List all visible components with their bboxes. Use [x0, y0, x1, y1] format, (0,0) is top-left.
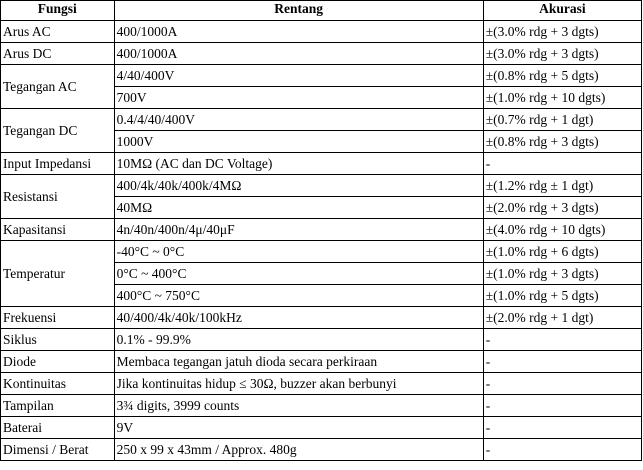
- rentang-cell: 0.4/4/40/400V: [114, 109, 483, 131]
- table-row: [1, 153, 642, 175]
- akurasi-cell: ±(3.0% rdg + 3 dgts): [483, 43, 641, 65]
- akurasi-cell: ±(1.0% rdg + 6 dgts): [483, 241, 641, 263]
- header-akurasi: Akurasi: [483, 1, 641, 21]
- rentang-cell: 400/4k/40k/400k/4MΩ: [114, 175, 483, 197]
- fungsi-cell: Diode: [1, 351, 115, 373]
- rentang-cell: 400°C ~ 750°C: [114, 285, 483, 307]
- rentang-cell: 3¾ digits, 3999 counts: [114, 395, 483, 417]
- fungsi-cell: Dimensi / Berat: [1, 439, 115, 461]
- akurasi-cell: ±(2.0% rdg + 3 dgts): [483, 197, 641, 219]
- akurasi-cell: -: [483, 373, 641, 395]
- rentang-cell: Jika kontinuitas hidup ≤ 30Ω, buzzer akan berbunyi: [114, 373, 483, 395]
- akurasi-cell: ±(3.0% rdg + 3 dgts): [483, 21, 641, 43]
- table-row: [1, 373, 642, 395]
- fungsi-cell: Kapasitansi: [1, 219, 115, 241]
- rentang-cell: 0.1% - 99.9%: [114, 329, 483, 351]
- fungsi-cell: Kontinuitas: [1, 373, 115, 395]
- rentang-cell: 4n/40n/400n/4μ/40μF: [114, 219, 483, 241]
- rentang-cell: 0°C ~ 400°C: [114, 263, 483, 285]
- table-row: [1, 43, 642, 65]
- rentang-cell: 700V: [114, 87, 483, 109]
- fungsi-cell: Arus DC: [1, 43, 115, 65]
- header-fungsi: Fungsi: [1, 1, 115, 21]
- table-row: [1, 329, 642, 351]
- table-row: [1, 21, 642, 43]
- akurasi-cell: ±(1.2% rdg ± 1 dgt): [483, 175, 641, 197]
- table-body: [1, 21, 642, 461]
- table-row: [1, 109, 642, 131]
- akurasi-cell: ±(1.0% rdg + 3 dgts): [483, 263, 641, 285]
- akurasi-cell: ±(1.0% rdg + 5 dgts): [483, 285, 641, 307]
- table-header-row: [1, 1, 642, 21]
- akurasi-cell: ±(1.0% rdg + 10 dgts): [483, 87, 641, 109]
- table-row: [1, 439, 642, 461]
- fungsi-cell: Input Impedansi: [1, 153, 115, 175]
- rentang-cell: 250 x 99 x 43mm / Approx. 480g: [114, 439, 483, 461]
- fungsi-cell: Temperatur: [1, 241, 115, 307]
- fungsi-cell: Frekuensi: [1, 307, 115, 329]
- akurasi-cell: -: [483, 417, 641, 439]
- fungsi-cell: Tegangan AC: [1, 65, 115, 109]
- akurasi-cell: -: [483, 439, 641, 461]
- table-row: [1, 307, 642, 329]
- header-rentang: Rentang: [114, 1, 483, 21]
- fungsi-cell: Resistansi: [1, 175, 115, 219]
- rentang-cell: 40/400/4k/40k/100kHz: [114, 307, 483, 329]
- akurasi-cell: ±(0.8% rdg + 3 dgts): [483, 131, 641, 153]
- akurasi-cell: ±(0.7% rdg + 1 dgt): [483, 109, 641, 131]
- rentang-cell: 400/1000A: [114, 43, 483, 65]
- table-row: [1, 395, 642, 417]
- fungsi-cell: Arus AC: [1, 21, 115, 43]
- akurasi-cell: -: [483, 395, 641, 417]
- fungsi-cell: Tampilan: [1, 395, 115, 417]
- rentang-cell: Membaca tegangan jatuh dioda secara perkiraan: [114, 351, 483, 373]
- rentang-cell: -40°C ~ 0°C: [114, 241, 483, 263]
- akurasi-cell: ±(4.0% rdg + 10 dgts): [483, 219, 641, 241]
- akurasi-cell: -: [483, 351, 641, 373]
- table-row: [1, 175, 642, 197]
- table-row: [1, 65, 642, 87]
- fungsi-cell: Siklus: [1, 329, 115, 351]
- akurasi-cell: ±(0.8% rdg + 5 dgts): [483, 65, 641, 87]
- akurasi-cell: -: [483, 153, 641, 175]
- table-row: [1, 417, 642, 439]
- table-row: [1, 351, 642, 373]
- fungsi-cell: Baterai: [1, 417, 115, 439]
- akurasi-cell: -: [483, 329, 641, 351]
- akurasi-cell: ±(2.0% rdg + 1 dgt): [483, 307, 641, 329]
- rentang-cell: 40MΩ: [114, 197, 483, 219]
- rentang-cell: 1000V: [114, 131, 483, 153]
- rentang-cell: 9V: [114, 417, 483, 439]
- rentang-cell: 4/40/400V: [114, 65, 483, 87]
- rentang-cell: 10MΩ (AC dan DC Voltage): [114, 153, 483, 175]
- fungsi-cell: Tegangan DC: [1, 109, 115, 153]
- rentang-cell: 400/1000A: [114, 21, 483, 43]
- table-row: [1, 241, 642, 263]
- table-row: [1, 219, 642, 241]
